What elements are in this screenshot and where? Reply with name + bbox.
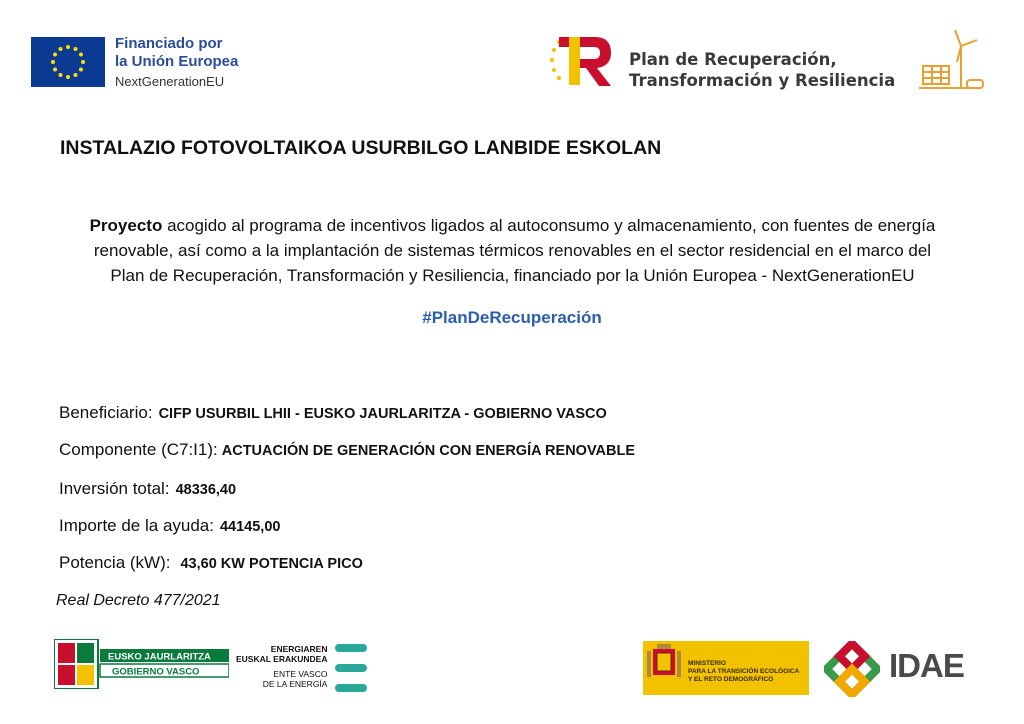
eu-line-1: Financiado por (115, 35, 223, 52)
field-inversion (59, 479, 236, 499)
prtr-logo (545, 30, 615, 92)
hashtag: #PlanDeRecuperación (422, 308, 602, 327)
description-line-1 (40, 213, 985, 238)
field-beneficiario (59, 403, 607, 423)
field-value: 43,60 KW POTENCIA PICO (180, 556, 363, 572)
eve-label (236, 644, 327, 689)
eu-star (59, 73, 63, 77)
eu-star (66, 75, 70, 79)
eu-funding-label (115, 35, 238, 91)
wind-solar-icon (917, 28, 989, 96)
description-line-3: Plan de Recuperación, Transformación y Resiliencia, financiado por la Unión Europea - NextGenerationEU (110, 266, 915, 285)
eu-star (74, 47, 78, 51)
ministry-line-3: Y EL RETO DEMOGRÁFICO (688, 676, 774, 683)
field-value: CIFP USURBIL LHII - EUSKO JAURLARITZA - GOBIERNO VASCO (158, 406, 607, 422)
eu-star (74, 73, 78, 77)
description-line-2: renovable, así como a la implantación de sistemas térmicos renovables en el sector residencial en el marco del (93, 241, 932, 260)
idae-logo-mark (824, 641, 880, 697)
field-componente (59, 440, 635, 460)
ej-line-2: GOBIERNO VASCO (112, 666, 200, 678)
description-line-1-text: acogido al programa de incentivos ligados al autoconsumo y almacenamiento, con fuentes de energía (162, 216, 936, 235)
eu-flag-logo (31, 37, 105, 87)
field-label: Beneficiario: (59, 403, 153, 422)
eusko-jaurlaritza-logo (54, 639, 229, 689)
idae-logo-text: IDAE (889, 647, 964, 684)
ministry-label (688, 660, 799, 684)
eve-line-4: DE LA ENERGÍA (262, 679, 328, 689)
eve-line-1: ENERGIAREN (270, 644, 328, 654)
field-importe (59, 516, 280, 536)
eu-star (53, 53, 57, 57)
prtr-title (629, 49, 895, 91)
ministry-line-1: MINISTERIO (688, 660, 726, 667)
field-label: Potencia (kW): (59, 553, 171, 572)
field-value: ACTUACIÓN DE GENERACIÓN CON ENERGÍA RENOVABLE (221, 443, 636, 459)
prtr-line-2: Transformación y Resiliencia (629, 71, 896, 90)
field-label: Importe de la ayuda: (59, 516, 214, 535)
eu-star (53, 68, 57, 72)
field-label: Componente (C7:I1): (59, 440, 218, 459)
eve-line-2: EUSKAL ERAKUNDEA (236, 654, 328, 664)
ej-line-1: EUSKO JAURLARITZA (108, 651, 211, 663)
decree-reference: Real Decreto 477/2021 (56, 592, 221, 609)
field-label: Inversión total: (59, 479, 170, 498)
field-potencia (59, 553, 363, 573)
eu-line-3: NextGenerationEU (115, 74, 225, 89)
eve-logo-mark (333, 644, 369, 692)
page-title: INSTALAZIO FOTOVOLTAIKOA USURBILGO LANBIDE ESKOLAN (60, 137, 662, 159)
project-description (40, 213, 985, 288)
eu-star (51, 60, 55, 64)
eu-star (81, 60, 85, 64)
description-lead: Proyecto (89, 216, 163, 235)
field-value: 48336,40 (175, 482, 237, 498)
eu-line-2: la Unión Europea (115, 53, 239, 70)
eu-star (66, 45, 70, 49)
prtr-line-1: Plan de Recuperación, (629, 50, 837, 69)
eu-star (79, 53, 83, 57)
eu-star (79, 68, 83, 72)
field-value: 44145,00 (219, 519, 281, 535)
eu-star (59, 47, 63, 51)
eve-line-3: ENTE VASCO (273, 669, 328, 679)
spain-coat-of-arms-icon (643, 641, 683, 695)
ministry-line-2: PARA LA TRANSICIÓN ECOLÓGICA (688, 668, 800, 675)
